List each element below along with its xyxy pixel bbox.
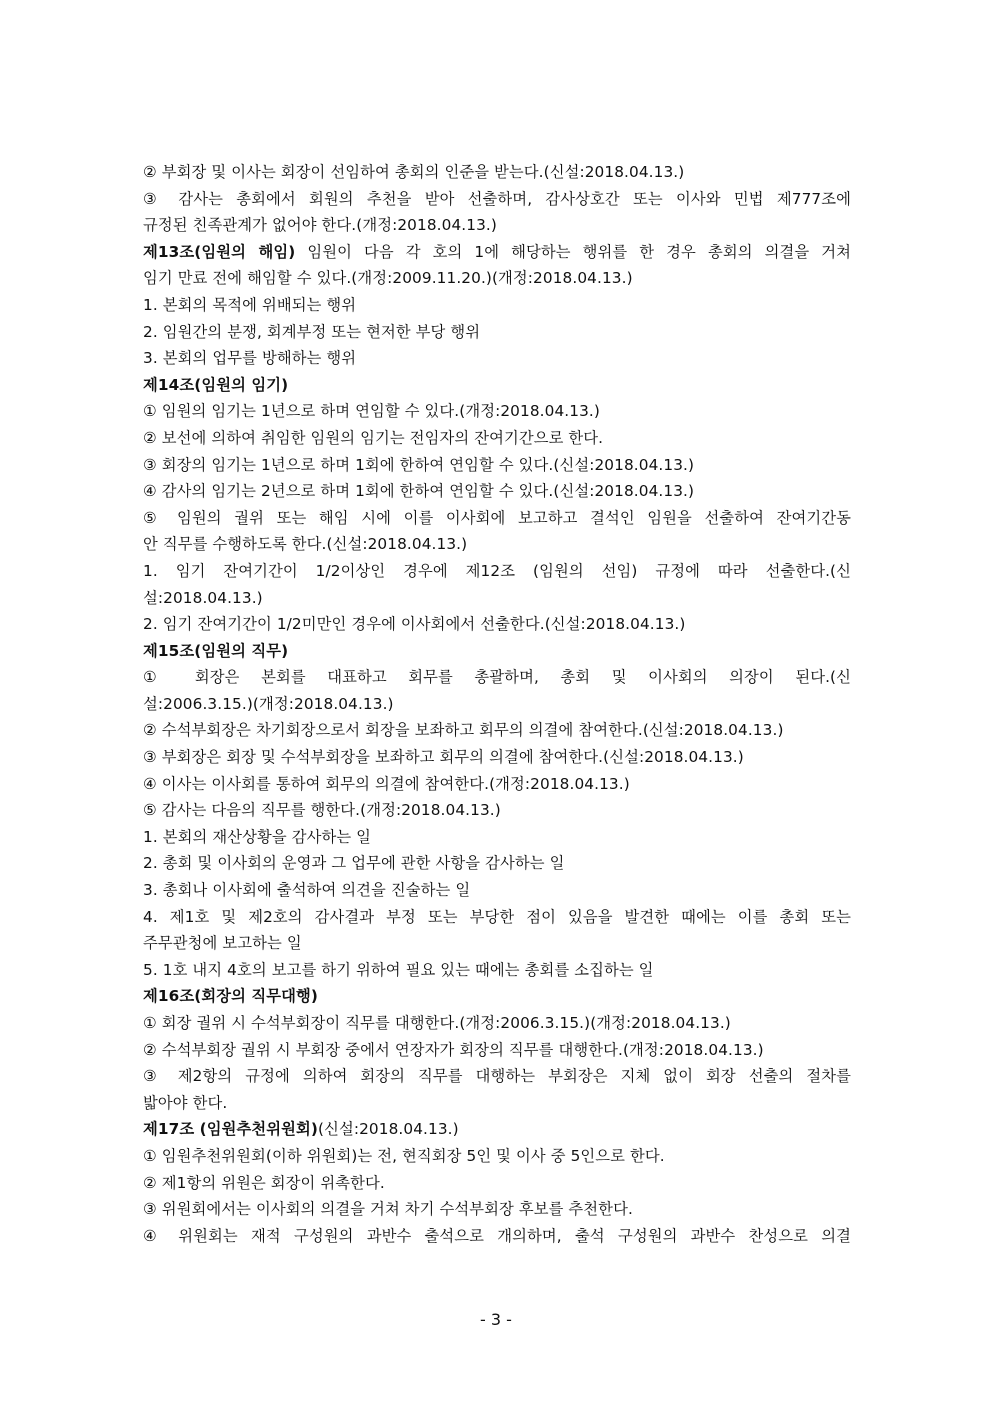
text-line: ① 회장은 본회를 대표하고 회무를 총괄하며, 총회 및 이사회의 의장이 된다.(신: [143, 668, 851, 687]
article-heading: 제14조(임원의 임기): [143, 375, 289, 394]
list-item: 2. 임원간의 분쟁, 회계부정 또는 현저한 부당 행위: [143, 322, 481, 341]
text-line: 안 직무를 수행하도록 한다.(신설:2018.04.13.): [143, 535, 468, 554]
text-line: ③ 위원회에서는 이사회의 의결을 거쳐 차기 수석부회장 후보를 추천한다.: [143, 1200, 633, 1219]
text-line: ③ 제2항의 규정에 의하여 회장의 직무를 대행하는 부회장은 지체 없이 회장 선출의 절차를: [143, 1067, 851, 1086]
text-line: ③ 감사는 총회에서 회원의 추천을 받아 선출하며, 감사상호간 또는 이사와 민법 제777조에: [143, 189, 851, 208]
text-line: ② 제1항의 위원은 회장이 위촉한다.: [143, 1173, 385, 1192]
list-item: 5. 1호 내지 4호의 보고를 하기 위하여 필요 있는 때에는 총회를 소집하는 일: [143, 960, 654, 979]
text-line: ④ 이사는 이사회를 통하여 회무의 의결에 참여한다.(개정:2018.04.13.): [143, 774, 630, 793]
text-line: 주무관청에 보고하는 일: [143, 934, 302, 953]
text-line: ① 임원추천위원회(이하 위원회)는 전, 현직회장 5인 및 이사 중 5인으로 한다.: [143, 1146, 665, 1165]
article-13-line: [143, 239, 851, 266]
text-line: ① 임원의 임기는 1년으로 하며 연임할 수 있다.(개정:2018.04.13.): [143, 402, 600, 421]
document-body: [143, 159, 851, 1249]
text-line: ② 수석부회장은 차기회장으로서 회장을 보좌하고 회무의 의결에 참여한다.(신설:2018.04.13.): [143, 721, 784, 740]
text-line: 설:2006.3.15.)(개정:2018.04.13.): [143, 694, 394, 713]
article-heading: 제15조(임원의 직무): [143, 641, 289, 660]
article-heading: 제17조 (임원추천위원회): [143, 1120, 318, 1139]
text-line: ① 회장 궐위 시 수석부회장이 직무를 대행한다.(개정:2006.3.15.)(개정:2018.04.13.): [143, 1014, 731, 1032]
text-line: ④ 위원회는 재적 구성원의 과반수 출석으로 개의하며, 출석 구성원의 과반수 찬성으로 의결: [143, 1226, 851, 1245]
text-line: ② 부회장 및 이사는 회장이 선임하여 총회의 인준을 받는다.(신설:2018.04.13.): [143, 163, 685, 181]
list-item: 1. 본회의 목적에 위배되는 행위: [143, 295, 357, 314]
text-line: 밟아야 한다.: [143, 1093, 228, 1112]
list-item: 1. 임기 잔여기간이 1/2이상인 경우에 제12조 (임원의 선임) 규정에 따라 선출한다.(신: [143, 561, 851, 580]
list-item: 2. 임기 잔여기간이 1/2미만인 경우에 이사회에서 선출한다.(신설:2018.04.13.): [143, 615, 686, 634]
list-item: 4. 제1호 및 제2호의 감사결과 부정 또는 부당한 점이 있음을 발견한 때에는 이를 총회 또는: [143, 907, 851, 926]
text-line: 규정된 친족관계가 없어야 한다.(개정:2018.04.13.): [143, 216, 497, 235]
text-line: 설:2018.04.13.): [143, 588, 263, 607]
text-line: ⑤ 임원의 궐위 또는 해임 시에 이를 이사회에 보고하고 결석인 임원을 선출하여 잔여기간동: [143, 508, 851, 527]
article-text: (신설:2018.04.13.): [318, 1120, 459, 1139]
list-item: 1. 본회의 재산상황을 감사하는 일: [143, 827, 372, 846]
article-heading: 제13조(임원의 해임): [143, 242, 296, 261]
list-item: 2. 총회 및 이사회의 운영과 그 업무에 관한 사항을 감사하는 일: [143, 854, 565, 873]
text-line: ④ 감사의 임기는 2년으로 하며 1회에 한하여 연임할 수 있다.(신설:2018.04.13.): [143, 482, 695, 501]
page-number: - 3 -: [480, 1310, 512, 1329]
text-line: ③ 부회장은 회장 및 수석부회장을 보좌하고 회무의 의결에 참여한다.(신설:2018.04.13.): [143, 748, 744, 767]
text-line: ② 수석부회장 궐위 시 부회장 중에서 연장자가 회장의 직무를 대행한다.(개정:2018.04.13.): [143, 1040, 764, 1059]
list-item: 3. 총회나 이사회에 출석하여 의견을 진술하는 일: [143, 881, 471, 900]
text-line: ③ 회장의 임기는 1년으로 하며 1회에 한하여 연임할 수 있다.(신설:2018.04.13.): [143, 455, 695, 474]
article-17-line: [143, 1116, 851, 1143]
text-line: ⑤ 감사는 다음의 직무를 행한다.(개정:2018.04.13.): [143, 801, 501, 820]
text-line: 임기 만료 전에 해임할 수 있다.(개정:2009.11.20.)(개정:2018.04.13.): [143, 269, 633, 288]
text-line: ② 보선에 의하여 취임한 임원의 임기는 전임자의 잔여기간으로 한다.: [143, 428, 604, 447]
article-text: 임원이 다음 각 호의 1에 해당하는 행위를 한 경우 총회의 의결을 거쳐: [295, 242, 851, 261]
list-item: 3. 본회의 업무를 방해하는 행위: [143, 349, 357, 368]
article-heading: 제16조(회장의 직무대행): [143, 987, 318, 1006]
